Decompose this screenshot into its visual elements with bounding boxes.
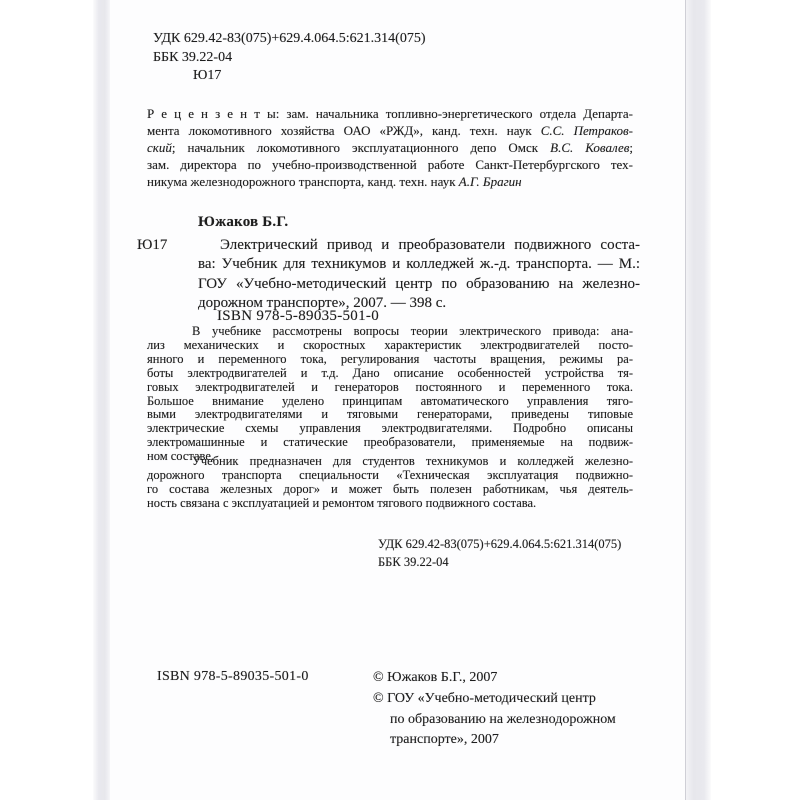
udk-number: УДК 629.42-83(075)+629.4.064.5:621.314(075) <box>153 31 426 46</box>
text-line <box>147 353 633 367</box>
text-line <box>198 255 640 274</box>
top-classification-block <box>153 30 425 86</box>
text-line <box>147 123 633 140</box>
text-segment: ГОУ «Учебно-методический центр по образованию на железно- <box>198 275 640 292</box>
author-sign-code: Ю17 <box>193 68 222 84</box>
italic-text-segment: В.С. Ковалев <box>550 139 630 155</box>
text-segment: Большое внимание уделено принципам автоматического управления тяго- <box>147 393 633 408</box>
bbk-number-repeat: ББК 39.22-04 <box>378 554 449 569</box>
text-segment: ва: Учебник для техникумов и колледжей ж.-д. транспорта. — М.: <box>198 256 640 273</box>
isbn-number: ISBN 978-5-89035-501-0 <box>217 308 380 324</box>
repeat-classification-block <box>378 536 621 571</box>
text-segment: © Южаков Б.Г., 2007 <box>373 670 498 685</box>
text-line <box>147 174 633 191</box>
text-segment: Учебник предназначен для студентов техникумов и колледжей железно- <box>192 454 633 468</box>
reviewers-paragraph <box>147 106 633 191</box>
text-line <box>147 395 633 409</box>
text-line <box>147 106 633 123</box>
text-line <box>147 339 633 353</box>
text-segment: В учебнике рассмотрены вопросы теории электрического привода: ана- <box>192 324 633 338</box>
text-line <box>147 367 633 381</box>
bbk-number: ББК 39.22-04 <box>153 49 233 65</box>
text-line <box>147 408 633 422</box>
text-line <box>147 455 633 469</box>
annotation-paragraph-2 <box>147 455 633 511</box>
text-segment: никума железнодорожного транспорта, канд. техн. наук <box>147 173 459 189</box>
text-segment: говых электродвигателей и генераторов постоянного и переменного тока. <box>147 379 633 394</box>
text-segment: электрические схемы управления электродвигателями. Подробно описаны <box>147 421 633 436</box>
text-line <box>147 381 633 395</box>
text-line <box>373 689 616 710</box>
text-segment: дорожного транспорта специальности «Техническая эксплуатация подвижно- <box>147 467 633 482</box>
author-name: Южаков Б.Г. <box>198 214 289 230</box>
text-line <box>147 157 633 174</box>
text-line <box>373 730 616 751</box>
isbn-number-bottom: ISBN 978-5-89035-501-0 <box>157 669 309 684</box>
text-segment: ; начальник локомотивного эксплуатационного депо Омск <box>171 139 551 155</box>
text-line <box>147 422 633 436</box>
bibliographic-description <box>198 236 640 314</box>
text-line <box>147 483 633 497</box>
text-segment: го состава железных дорог» и может быть полезен работникам, чья деятель- <box>147 481 633 496</box>
text-segment: янного и переменного тока, регулирования частоты вращения, режимы ра- <box>147 351 633 366</box>
text-line <box>147 469 633 483</box>
text-line <box>147 497 633 511</box>
book-imprint-page <box>110 0 686 800</box>
text-line <box>373 668 616 689</box>
bib-entry-code: Ю17 <box>137 237 168 253</box>
text-line <box>373 710 616 731</box>
text-segment: © ГОУ «Учебно-методический центр <box>373 690 596 706</box>
text-segment: Электрический привод и преобразователи подвижного соста- <box>220 237 640 253</box>
text-line <box>147 436 633 450</box>
italic-text-segment: А.Г. Брагин <box>458 173 522 189</box>
text-segment: дорожном транспорте», 2007. — 398 с. <box>198 295 447 312</box>
text-segment: ; <box>629 139 633 155</box>
text-segment: зам. директора по учебно-производственной работе Санкт-Петербургского тех- <box>147 156 633 172</box>
text-line <box>147 140 633 157</box>
text-segment: ном составе. <box>147 449 215 464</box>
text-segment: выми электродвигателями и тяговыми генераторами, приведены типовые <box>147 407 633 422</box>
text-line <box>198 236 640 255</box>
scan-gutter-right <box>686 0 711 800</box>
text-segment: по образованию на железнодорожном <box>390 711 616 727</box>
italic-text-segment: С.С. Петраков- <box>540 122 634 138</box>
text-segment: ность связана с эксплуатацией и ремонтом тягового подвижного состава. <box>147 495 537 510</box>
text-segment: Р е ц е н з е н т ы: зам. начальника топливно-энергетического отдела Департа- <box>147 106 633 121</box>
text-line <box>198 275 640 294</box>
text-segment: боты электродвигателей и т.д. Дано описание особенностей устройства тя- <box>147 365 633 380</box>
udk-number-repeat: УДК 629.42-83(075)+629.4.064.5:621.314(075) <box>378 537 622 551</box>
copyright-block <box>373 668 616 751</box>
text-line <box>147 325 633 339</box>
text-segment: транспорте», 2007 <box>390 732 499 748</box>
text-segment: электромашинные и статические преобразователи, применяемые на подвиж- <box>147 435 633 450</box>
italic-text-segment: ский <box>147 139 172 155</box>
annotation-paragraph-1 <box>147 325 633 464</box>
scan-gutter-left <box>93 0 110 800</box>
text-segment: мента локомотивного хозяйства ОАО «РЖД», канд. техн. наук <box>147 122 541 138</box>
text-segment: лиз механических и скоростных характеристик электродвигателей посто- <box>147 337 633 352</box>
